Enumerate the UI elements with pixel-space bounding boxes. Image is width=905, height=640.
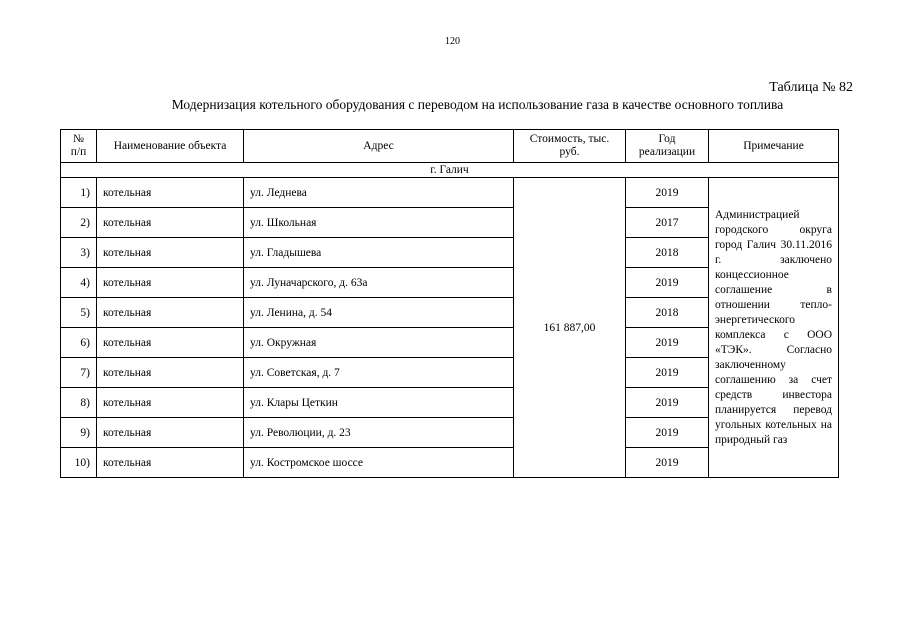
row-object-name: котельная <box>97 418 244 448</box>
row-object-name: котельная <box>97 358 244 388</box>
row-number: 8) <box>61 388 97 418</box>
col-header-year: Год реализации <box>626 130 709 163</box>
table-title: Модернизация котельного оборудования с переводом на использование газа в качестве основного топлива <box>171 97 784 112</box>
row-year: 2019 <box>626 358 709 388</box>
row-year: 2017 <box>626 208 709 238</box>
row-object-name: котельная <box>97 208 244 238</box>
row-object-name: котельная <box>97 328 244 358</box>
row-year: 2019 <box>626 328 709 358</box>
row-number: 10) <box>61 448 97 478</box>
row-address: ул. Окружная <box>244 328 514 358</box>
row-object-name: котельная <box>97 388 244 418</box>
row-address: ул. Леднева <box>244 178 514 208</box>
table-header-row <box>61 130 839 163</box>
row-address: ул. Луначарского, д. 63а <box>244 268 514 298</box>
row-year: 2019 <box>626 418 709 448</box>
row-number: 3) <box>61 238 97 268</box>
row-address: ул. Советская, д. 7 <box>244 358 514 388</box>
row-address: ул. Клары Цеткин <box>244 388 514 418</box>
group-label: г. Галич <box>61 163 839 178</box>
cost-cell: 161 887,00 <box>514 178 626 478</box>
note-cell: Администрацией городского округа город Галич 30.11.2016 г. заключено концессионное соглашение в отношении тепло-энергетического комплекса с ООО «ТЭК». Согласно заключенному соглашению за счет средств инвестора планируется перевод угольных котельных на природный газ <box>709 178 839 478</box>
row-number: 9) <box>61 418 97 448</box>
row-number: 5) <box>61 298 97 328</box>
row-year: 2018 <box>626 238 709 268</box>
row-year: 2019 <box>626 388 709 418</box>
row-address: ул. Школьная <box>244 208 514 238</box>
row-year: 2019 <box>626 178 709 208</box>
col-header-name: Наименование объекта <box>97 130 244 163</box>
row-number: 2) <box>61 208 97 238</box>
row-address: ул. Революции, д. 23 <box>244 418 514 448</box>
row-number: 4) <box>61 268 97 298</box>
col-header-cost: Стоимость, тыс. руб. <box>514 130 626 163</box>
row-address: ул. Костромское шоссе <box>244 448 514 478</box>
table-number: Таблица № 82 <box>769 80 853 95</box>
row-object-name: котельная <box>97 298 244 328</box>
col-header-num: № п/п <box>61 130 97 163</box>
row-object-name: котельная <box>97 268 244 298</box>
col-header-address: Адрес <box>244 130 514 163</box>
row-year: 2018 <box>626 298 709 328</box>
row-object-name: котельная <box>97 238 244 268</box>
row-number: 6) <box>61 328 97 358</box>
row-year: 2019 <box>626 268 709 298</box>
row-object-name: котельная <box>97 448 244 478</box>
table-row <box>61 178 839 208</box>
row-number: 7) <box>61 358 97 388</box>
group-row <box>61 163 839 178</box>
row-address: ул. Ленина, д. 54 <box>244 298 514 328</box>
row-address: ул. Гладышева <box>244 238 514 268</box>
col-header-note: Примечание <box>709 130 839 163</box>
boiler-modernization-table <box>60 129 839 478</box>
page-number: 120 <box>445 36 460 47</box>
row-year: 2019 <box>626 448 709 478</box>
row-object-name: котельная <box>97 178 244 208</box>
row-number: 1) <box>61 178 97 208</box>
